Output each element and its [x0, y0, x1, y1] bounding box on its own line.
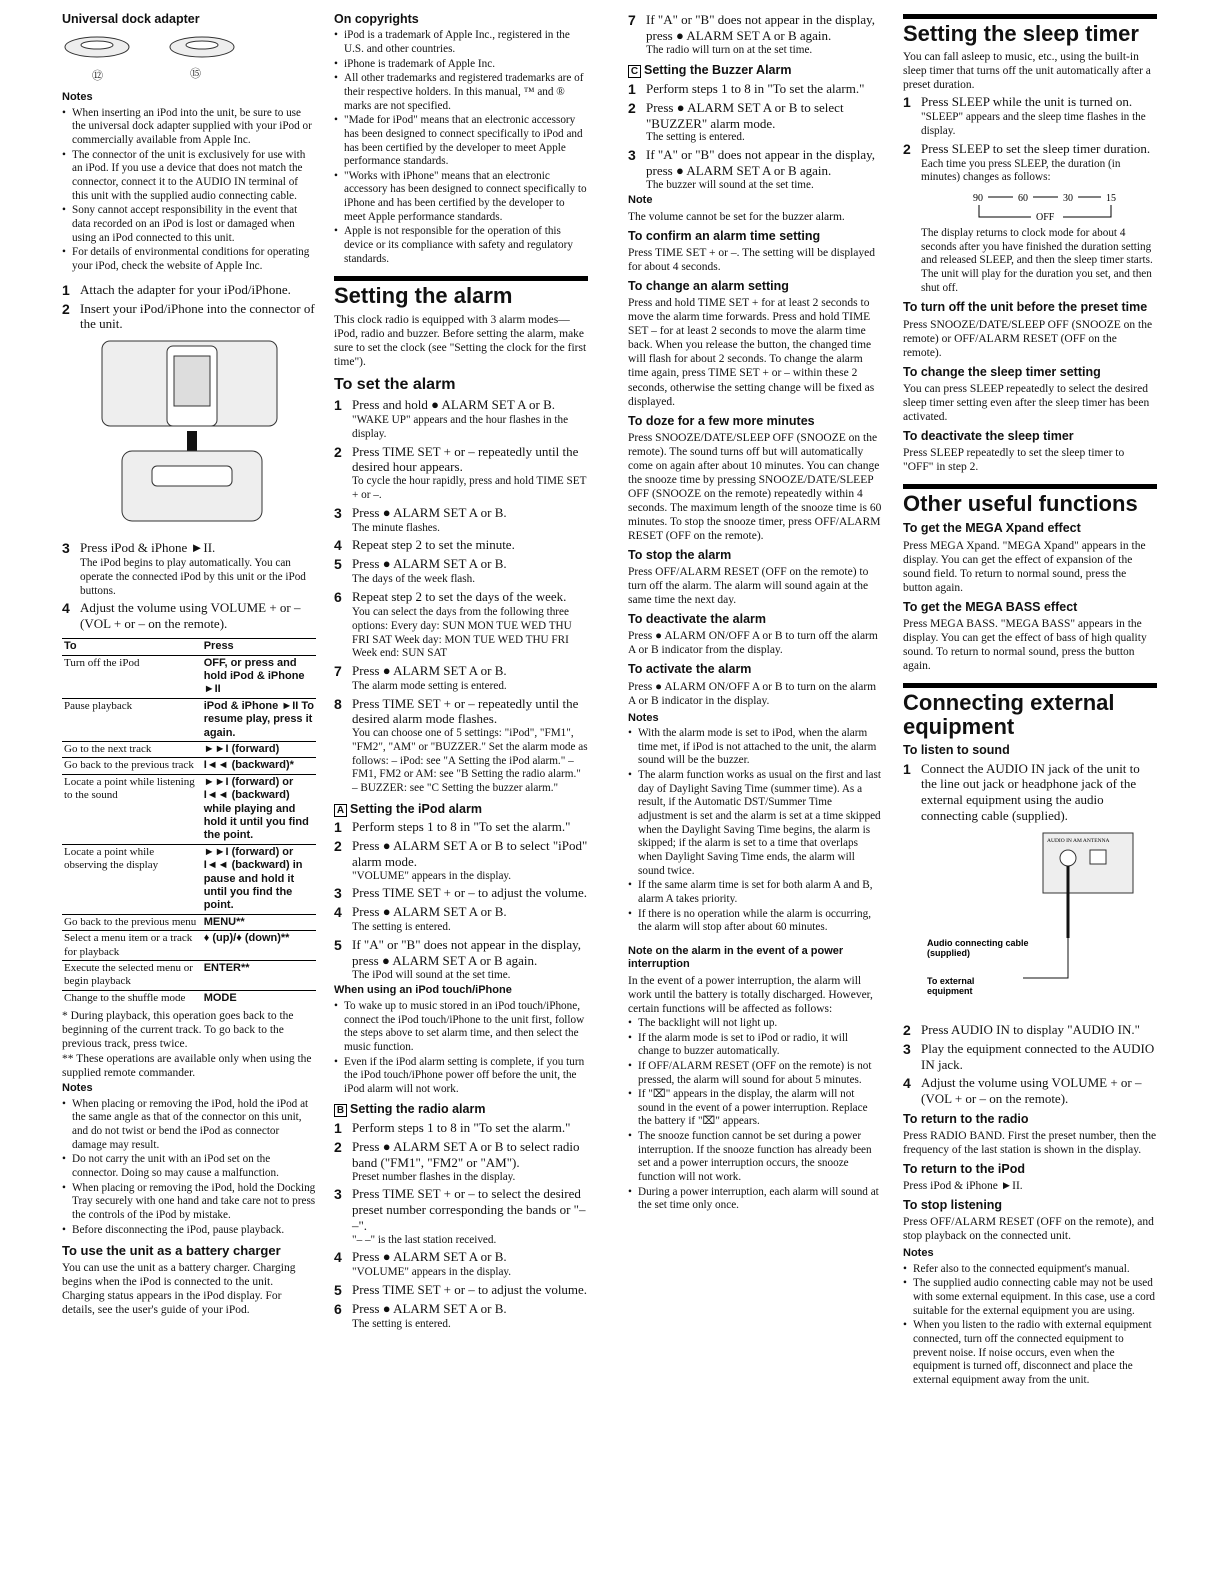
power-item: • If the alarm mode is set to iPod or radio, it will change to buzzer automatically.: [628, 1032, 882, 1059]
alarm-sections: [628, 229, 882, 708]
step: 2 Press TIME SET + or – repeatedly until the desired hour appears.: [334, 443, 579, 475]
svg-text:90: 90: [973, 193, 983, 205]
note-item: • With the alarm mode is set to iPod, when the alarm time met, if iPod is not attached to the unit, the alarm sound will be the buzzer.: [628, 727, 882, 768]
step-note: "VOLUME" appears in the display.: [352, 1266, 512, 1279]
step-2: 2 Insert your iPod/iPhone into the connector of the unit.: [62, 300, 315, 332]
note-item: • For details of environmental conditions for operating your iPod, check the website of Apple Inc.: [62, 246, 316, 273]
step-3: 3 Press iPod & iPhone ►II.: [62, 540, 216, 557]
step: 7 If "A" or "B" does not appear in the display, press ● ALARM SET A or B again.: [628, 12, 876, 43]
power-title: Note on the alarm in the event of a power interruption: [628, 945, 844, 971]
svg-text:(supplied): (supplied): [927, 948, 970, 959]
step-note: "VOLUME" appears in the display.: [352, 869, 512, 882]
step: 6 Press ● ALARM SET A or B.: [334, 1301, 507, 1318]
section-title: To return to the iPod: [903, 1161, 1025, 1176]
section-text: Press TIME SET + or –. The setting will be displayed for about 4 seconds.: [628, 247, 876, 274]
section-title: To stop the alarm: [628, 547, 732, 562]
step-note: The setting is entered.: [646, 131, 745, 144]
dock-title: Universal dock adapter: [62, 12, 200, 26]
other-sections: [903, 521, 1157, 673]
sleep-cycle-diagram: [903, 189, 1133, 223]
section-text: You can press SLEEP repeatedly to select the desired sleep timer setting even after the sleep timer has been activated.: [903, 382, 1150, 423]
dock-adapter-figure: [62, 31, 262, 87]
ext-notes-list: [903, 1263, 1157, 1388]
notes-list: [62, 107, 316, 274]
step-note: The setting is entered.: [352, 921, 451, 934]
operation-table: To Press Turn off the iPod OFF, or press and hold iPod & iPhone ►II Pause playback iPod & iPhone ►II To resume play, press it again. Go to the next track ►►I (forward) Go back to the previous track I◄◄ (backward)* Locate a point while listening to the sound ►►I (forward) or I◄◄ (backward) while playing and hold it until you find the point. Locate a point while observing the display ►►I (forward) or I◄◄ (backward) in pause and hold it until you find the point. Go back to the previous menu MENU** Select a menu item or a track for playback ♦ (up)/♦ (down)** Execute the selected menu or begin playback ENTER** Change to the shuffle mode MODE: [62, 638, 316, 1006]
step-note: Each time you press SLEEP, the duration (in minutes) changes as follows:: [921, 157, 1121, 184]
notes2-list: [62, 1098, 316, 1238]
step-note: "WAKE UP" appears and the hour flashes in the display.: [352, 414, 569, 440]
step: 5 Press ● ALARM SET A or B.: [334, 556, 507, 573]
set-alarm-steps: [334, 397, 588, 795]
svg-text:AM ANTENNA: AM ANTENNA: [1073, 838, 1110, 845]
copyright-item: • All other trademarks and registered trademarks are of their respective holders. In this manual, ™ and ® marks are not specified.: [334, 72, 588, 113]
footnote-1: * During playback, this operation goes back to the beginning of the current track. To go back to the previous track, press twice.: [62, 1010, 294, 1051]
audio-connection-figure: [903, 828, 1143, 1018]
step: 4 Press ● ALARM SET A or B.: [334, 904, 507, 921]
radio-alarm-steps: [334, 1120, 588, 1332]
table-row: Go back to the previous track I◄◄ (backward)*: [62, 758, 316, 774]
step-3-note: The iPod begins to play automatically. You can operate the connected iPod by this unit or the iPod buttons.: [80, 557, 306, 597]
listen-step-1: 1 Connect the AUDIO IN jack of the unit to the line out jack or headphone jack of the external equipment using the audio connecting cable (supplied).: [903, 760, 1140, 824]
table-row: Go back to the previous menu MENU**: [62, 914, 316, 930]
column-1: [62, 10, 316, 1318]
table-row: Locate a point while observing the display ►►I (forward) or I◄◄ (backward) in pause and hold it until you find the point.: [62, 844, 316, 914]
power-item: • If "⌧" appears in the display, the alarm will not sound in the event of a power interruption. Replace the battery if "⌧" appears.: [628, 1088, 882, 1129]
svg-text:OFF: OFF: [1036, 212, 1055, 224]
section-title: To doze for a few more minutes: [628, 413, 815, 428]
copyright-item: • "Works with iPhone" means that an electronic accessory has been designed to connect specifically to iPhone and has been certified by the developer to meet Apple performance standards.: [334, 170, 588, 225]
step: 2 Press AUDIO IN to display "AUDIO IN.": [903, 1022, 1140, 1039]
alarm-heading: Setting the alarm: [334, 276, 588, 308]
section-title: To change an alarm setting: [628, 279, 789, 294]
note-item: • The supplied audio connecting cable may not be used with some external equipment. In this case, use a cord suitable for the external equipment you are using.: [903, 1277, 1157, 1318]
copyright-item: • "Made for iPod" means that an electronic accessory has been designed to connect specifically to iPod and has been certified by the developer to meet Apple performance standards.: [334, 114, 588, 169]
copyright-list: [334, 29, 588, 266]
step: 2 Press ● ALARM SET A or B to select radio band ("FM1", "FM2" or "AM").: [334, 1138, 580, 1170]
table-row: Locate a point while listening to the sound ►►I (forward) or I◄◄ (backward) while playing and hold it until you find the point.: [62, 774, 316, 844]
step: 5 If "A" or "B" does not appear in the display, press ● ALARM SET A or B again.: [334, 937, 582, 968]
note-item: • Refer also to the connected equipment's manual.: [903, 1263, 1157, 1277]
step-4: 4 Adjust the volume using VOLUME + or – (VOL + or – on the remote).: [62, 600, 301, 632]
footnote-2: ** These operations are available only when using the supplied remote commander.: [62, 1053, 312, 1080]
step-note: You can choose one of 5 settings: "iPod", "FM1", "FM2", "AM" or "BUZZER." Set the alarm mode as follows: – iPod: see "A Setting the iPod alarm." – FM1, FM2 or AM: see "B Setting the radio alarm." – BUZZER: see "C Setting the buzzer alarm.": [352, 727, 588, 794]
buzzer-note: The volume cannot be set for the buzzer alarm.: [628, 210, 845, 223]
note-item: • Sony cannot accept responsibility in the event that data recorded on an iPod is lost or damaged when using an iPod connected to this unit.: [62, 204, 316, 245]
step: 6 Repeat step 2 to set the days of the week.: [334, 589, 567, 606]
touch-list: [334, 1000, 588, 1097]
touch-item: • To wake up to music stored in an iPod touch/iPhone, connect the iPod touch/iPhone to the unit first, follow the steps above to set alarm time, and then select the music function.: [334, 1000, 588, 1055]
svg-text:Audio connecting cable: Audio connecting cable: [927, 938, 1029, 949]
step: 4 Repeat step 2 to set the minute.: [334, 537, 515, 554]
section-text: Press MEGA Xpand. "MEGA Xpand" appears in the display. You can get the effect of expansion of the sound field. To return to normal sound, press the button again.: [903, 539, 1146, 594]
radio-cont-steps: [628, 12, 882, 57]
section-title: To get the MEGA Xpand effect: [903, 521, 1081, 536]
column-2: [334, 10, 588, 1333]
step: 1 Press and hold ● ALARM SET A or B.: [334, 397, 555, 414]
section-text: Press ● ALARM ON/OFF A or B to turn off the alarm A or B indicator from the display.: [628, 630, 878, 657]
power-text: In the event of a power interruption, the alarm will work until the battery is totally discharged. However, certain functions will be affected as follows:: [628, 974, 873, 1015]
section-text: Press SLEEP repeatedly to set the sleep timer to "OFF" in step 2.: [903, 447, 1125, 474]
step: 4 Press ● ALARM SET A or B.: [334, 1249, 507, 1266]
section-title: To turn off the unit before the preset time: [903, 300, 1148, 315]
step-1: 1 Attach the adapter for your iPod/iPhone.: [62, 281, 291, 298]
note-item: • When you listen to the radio with external equipment connected, turn off the connected equipment to prevent noise. If noise occurs, even when the equipment is turned off, disconnect and place the external equipment away from the unit.: [903, 1319, 1157, 1387]
power-item: • During a power interruption, each alarm will sound at the set time only once.: [628, 1186, 882, 1213]
radio-alarm-title: B Setting the radio alarm: [334, 1102, 588, 1117]
section-text: Press OFF/ALARM RESET (OFF on the remote) to turn off the alarm. The alarm will sound again at the same time the next day.: [628, 566, 869, 607]
section-title: To change the sleep timer setting: [903, 364, 1101, 379]
charger-title: To use the unit as a battery charger: [62, 1243, 281, 1259]
section-text: Press OFF/ALARM RESET (OFF on the remote), and stop playback on the connected unit.: [903, 1216, 1154, 1243]
step-note: The setting is entered.: [352, 1318, 451, 1331]
svg-text:15: 15: [1106, 193, 1116, 205]
note-item: • The connector of the unit is exclusively for use with an iPod. If you use a device that does not match the connector, connect it to the AUDIO IN terminal of this unit with the supplied audio connecting cable.: [62, 149, 316, 204]
buzzer-note-title: Note: [628, 194, 653, 207]
step: 2 Press ● ALARM SET A or B to select "iPod" alarm mode.: [334, 837, 588, 869]
step-note: To cycle the hour rapidly, press and hold TIME SET + or –.: [352, 475, 587, 501]
step: 3 Play the equipment connected to the AUDIO IN jack.: [903, 1041, 1155, 1072]
note-item: • When placing or removing the iPod, hold the Docking Tray securely with one hand and take care not to press the controls of the iPod by mistake.: [62, 1182, 316, 1223]
section-text: Press RADIO BAND. First the preset number, then the frequency of the last station is shown in the display.: [903, 1129, 1157, 1156]
section-text: Press SNOOZE/DATE/SLEEP OFF (SNOOZE on the remote). The sound turns off but will automatically come on again after about 10 minutes. You can change the snooze time by pressing SNOOZE/DATE/SLEEP OFF (SNOOZE on the remote) repeatedly within 4 seconds. The maximum length of the snooze time is 60 minutes. To stop the snooze timer, press OFF/ALARM RESET (OFF on the remote).: [628, 431, 882, 542]
table-row: Change to the shuffle mode MODE: [62, 990, 316, 1006]
section-text: Press iPod & iPhone ►II.: [903, 1180, 1023, 1193]
step: 1 Perform steps 1 to 8 in "To set the alarm.": [628, 80, 865, 97]
svg-text:equipment: equipment: [927, 986, 973, 997]
sleep-heading: Setting the sleep timer: [903, 14, 1157, 46]
listen-title: To listen to sound: [903, 743, 1010, 758]
ext-notes-title: Notes: [903, 1247, 934, 1260]
column-4: [903, 10, 1157, 1389]
ipod-alarm-steps: [334, 819, 588, 983]
table-row: Turn off the iPod OFF, or press and hold iPod & iPhone ►II: [62, 655, 316, 698]
step: 1 Perform steps 1 to 8 in "To set the alarm.": [334, 818, 571, 835]
listen-steps: [903, 1022, 1157, 1107]
note-item: • The alarm function works as usual on the first and last day of Daylight Saving Time (summer time). As a result, if the Automatic DST/Summer Time adjustment is set and the alarm is set at a time skipped when the Daylight Saving Time begins, the alarm is skipped; if the alarm is set to a time that overlaps when Daylight Saving Time ends, the alarm will sound twice.: [628, 769, 882, 878]
step: 4 Adjust the volume using VOLUME + or – (VOL + or – on the remote).: [903, 1074, 1142, 1106]
section-text: Press and hold TIME SET + for at least 2 seconds to move the alarm time forwards. Press and hold TIME SET – for at least 2 seconds to move the alarm time back. When you release the button, the changed time will flash for about 2 seconds. To change the alarm time again, press TIME SET + or – within these 2 seconds, otherwise the setting change will be fixed as displayed.: [628, 297, 875, 408]
dock-label-12: ⑫: [92, 70, 103, 83]
step: 7 Press ● ALARM SET A or B.: [334, 662, 507, 679]
table-row: Execute the selected menu or begin playback ENTER**: [62, 961, 316, 991]
sleep-intro: You can fall asleep to music, etc., using the built-in sleep timer that turns off the unit automatically after a preset duration.: [903, 51, 1151, 92]
table-row: Select a menu item or a track for playback ♦ (up)/♦ (down)**: [62, 931, 316, 961]
section-title: To stop listening: [903, 1198, 1003, 1213]
section-title: To activate the alarm: [628, 662, 752, 677]
step: 3 Press ● ALARM SET A or B.: [334, 504, 507, 521]
copyright-item: • iPhone is trademark of Apple Inc.: [334, 58, 588, 72]
note-item: • Do not carry the unit with an iPod set on the connector. Doing so may cause a malfunction.: [62, 1153, 316, 1180]
copyright-title: On copyrights: [334, 12, 419, 26]
notes2-title: Notes: [62, 1082, 93, 1095]
step: 3 Press TIME SET + or – to select the desired preset number corresponding the bands or "– –".: [334, 1186, 586, 1233]
note-item: • If the same alarm time is set for both alarm A and B, alarm A takes priority.: [628, 879, 882, 906]
dock-label-15: ⑮: [190, 68, 201, 81]
section-title: To deactivate the sleep timer: [903, 428, 1074, 443]
sleep-steps: [903, 94, 1157, 185]
step-note: You can select the days from the following three options: Every day: SUN MON TUE WED THU FRI SAT Week day: MON TUE WED THU FRI Week end: SUN SAT: [352, 606, 572, 660]
section-title: To get the MEGA BASS effect: [903, 599, 1078, 614]
table-row: Pause playback iPod & iPhone ►II To resume play, press it again.: [62, 698, 316, 741]
alarm-intro: This clock radio is equipped with 3 alarm modes—iPod, radio and buzzer. Before setting the alarm, make sure to set the clock (see "Setting the clock for the first time").: [334, 313, 587, 368]
section-text: Press MEGA BASS. "MEGA BASS" appears in the display. You can get the effect of bass of high quality sound. To return to normal sound, press the button again.: [903, 617, 1147, 672]
column-3: [628, 10, 882, 1214]
step: 2 Press SLEEP to set the sleep timer duration.: [903, 140, 1151, 157]
step: 8 Press TIME SET + or – repeatedly until the desired alarm mode flashes.: [334, 695, 579, 727]
external-heading: Connecting external equipment: [903, 683, 1157, 739]
section-title: To deactivate the alarm: [628, 612, 767, 627]
section-text: Press ● ALARM ON/OFF A or B to turn on the alarm A or B indicator in the display.: [628, 680, 877, 707]
note-item: • Before disconnecting the iPod, pause playback.: [62, 1224, 316, 1238]
svg-text:To external: To external: [927, 976, 975, 987]
notes-title: Notes: [628, 711, 659, 724]
ipod-insert-figure: [62, 336, 282, 536]
table-row: Go to the next track ►►I (forward): [62, 741, 316, 757]
svg-text:60: 60: [1018, 193, 1028, 205]
section-text: Press SNOOZE/DATE/SLEEP OFF (SNOOZE on the remote) or OFF/ALARM RESET (OFF on the remote).: [903, 318, 1153, 359]
step-note: The alarm mode setting is entered.: [352, 679, 507, 692]
power-item: • If OFF/ALARM RESET (OFF on the remote) is not pressed, the alarm will sound for about 5 minutes.: [628, 1060, 882, 1087]
step: 3 Press TIME SET + or – to adjust the volume.: [334, 885, 588, 902]
section-title: To return to the radio: [903, 1111, 1029, 1126]
step-note: Preset number flashes in the display.: [352, 1170, 516, 1183]
ipod-alarm-title: A Setting the iPod alarm: [334, 802, 588, 817]
power-item: • The backlight will not light up.: [628, 1017, 882, 1031]
copyright-item: • iPod is a trademark of Apple Inc., registered in the U.S. and other countries.: [334, 29, 588, 56]
buzzer-steps: [628, 81, 882, 193]
step-note: The radio will turn on at the set time.: [646, 43, 813, 56]
step: 3 If "A" or "B" does not appear in the display, press ● ALARM SET A or B again.: [628, 147, 876, 178]
section-title: To confirm an alarm time setting: [628, 228, 821, 243]
step-note: The days of the week flash.: [352, 573, 476, 586]
notes-title: Notes: [62, 91, 93, 104]
touch-item: • Even if the iPod alarm setting is complete, if you turn the iPod touch/iPhone power off before the unit, the iPod alarm will not work.: [334, 1056, 588, 1097]
power-list: [628, 1017, 882, 1213]
note-item: • When inserting an iPod into the unit, be sure to use the universal dock adapter supplied with your iPod or commercially available from Apple Inc.: [62, 107, 316, 148]
set-alarm-title: To set the alarm: [334, 375, 456, 393]
touch-title: When using an iPod touch/iPhone: [334, 984, 512, 997]
step: 5 Press TIME SET + or – to adjust the volume.: [334, 1282, 588, 1299]
step: 1 Press SLEEP while the unit is turned on.: [903, 94, 1133, 111]
sleep-sections: [903, 300, 1157, 474]
ext-sections: [903, 1112, 1157, 1244]
buzzer-alarm-title: C Setting the Buzzer Alarm: [628, 63, 882, 78]
sleep-after: The display returns to clock mode for about 4 seconds after you have finished the duration setting and released SLEEP, and then the sleep timer starts. The unit will play for the duration you set, and then shut off.: [921, 227, 1153, 294]
other-heading: Other useful functions: [903, 484, 1157, 516]
step-note: The buzzer will sound at the set time.: [646, 178, 814, 191]
note-item: • When placing or removing the iPod, hold the iPod at the same angle as that of the connector on this unit, and do not twist or bend the iPod as connector damage may result.: [62, 1098, 316, 1153]
step-note: "SLEEP" appears and the sleep time flashes in the display.: [921, 111, 1146, 137]
power-item: • The snooze function cannot be set during a power interruption. If the snooze function has already been set and a power interruption occurs, the snooze function will not work.: [628, 1130, 882, 1185]
step: 2 Press ● ALARM SET A or B to select "BUZZER" alarm mode.: [628, 99, 844, 131]
step-note: The minute flashes.: [352, 521, 440, 534]
svg-text:AUDIO IN: AUDIO IN: [1047, 838, 1072, 845]
step: 1 Perform steps 1 to 8 in "To set the alarm.": [334, 1119, 571, 1136]
charger-text: You can use the unit as a battery charger. Charging begins when the iPod is connected to the unit. Charging status appears in the iPod display. For details, see the user's guide of your iPod.: [62, 1262, 296, 1317]
svg-text:30: 30: [1063, 193, 1073, 205]
copyright-item: • Apple is not responsible for the operation of this device or its compliance with safety and regulatory standards.: [334, 225, 588, 266]
note-item: • If there is no operation while the alarm is occurring, the alarm will stop after about 60 minutes.: [628, 908, 882, 935]
notes-list: [628, 727, 882, 935]
step-note: The iPod will sound at the set time.: [352, 968, 511, 981]
step-note: "– –" is the last station received.: [352, 1233, 497, 1246]
